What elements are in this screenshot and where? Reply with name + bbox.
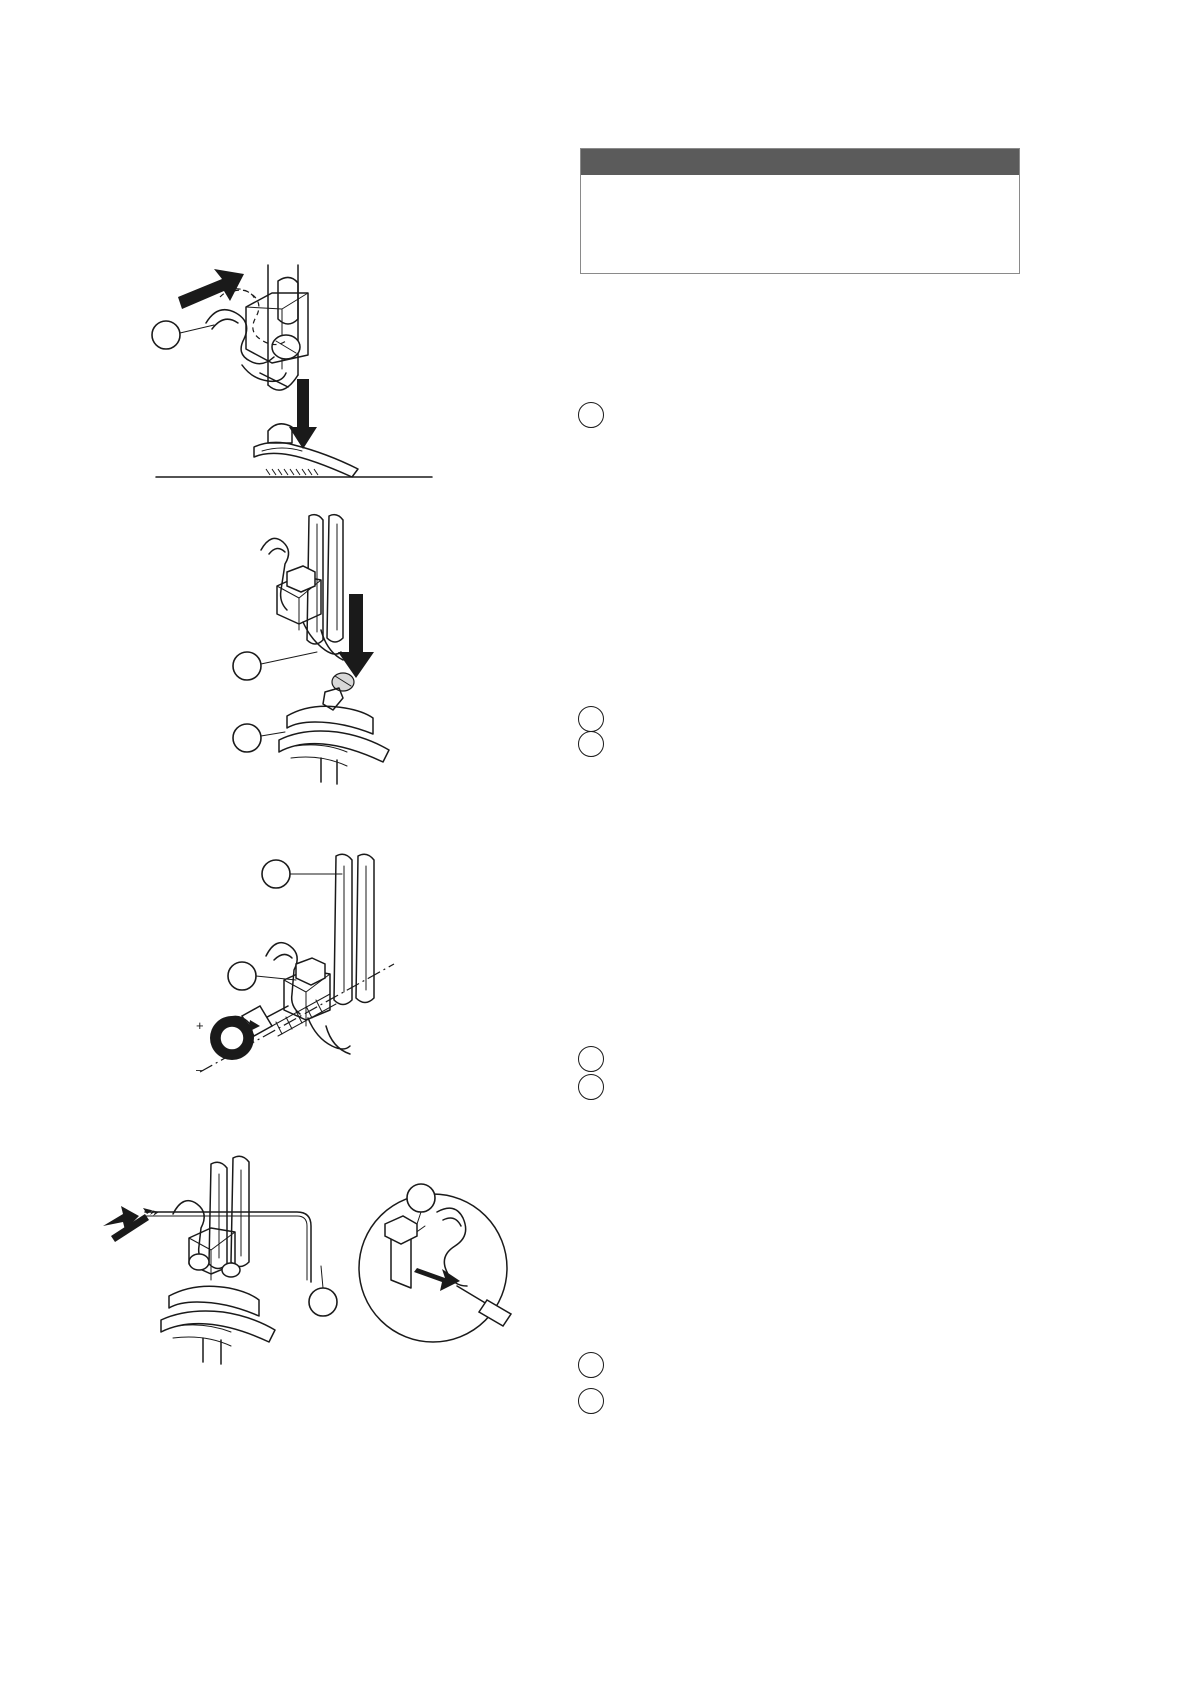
callout-f-circle	[309, 1288, 337, 1316]
step-marker-4	[578, 1046, 604, 1072]
callout-b-circle	[233, 652, 261, 680]
callout-e-circle	[228, 962, 256, 990]
figure-guide-bar	[85, 1150, 545, 1380]
step-marker-5	[578, 1074, 604, 1100]
callout-a-circle	[152, 321, 180, 349]
callout-d-circle	[262, 860, 290, 888]
callout-g-circle	[407, 1184, 435, 1212]
callout-c-circle	[233, 724, 261, 752]
screw-plus-mark: +	[196, 1018, 204, 1033]
step-marker-7	[578, 1388, 604, 1414]
notice-header	[581, 149, 1019, 175]
figure-foot-lowering	[225, 510, 455, 810]
step-marker-1	[578, 402, 604, 428]
figure-presser-foot-attach	[150, 255, 450, 495]
figure-screw-adjust	[180, 840, 460, 1110]
screw-minus-mark: –	[196, 1062, 204, 1077]
step-marker-6	[578, 1352, 604, 1378]
notice-body	[581, 175, 1019, 273]
step-marker-2	[578, 706, 604, 732]
notice-box	[580, 148, 1020, 274]
step-marker-3	[578, 731, 604, 757]
